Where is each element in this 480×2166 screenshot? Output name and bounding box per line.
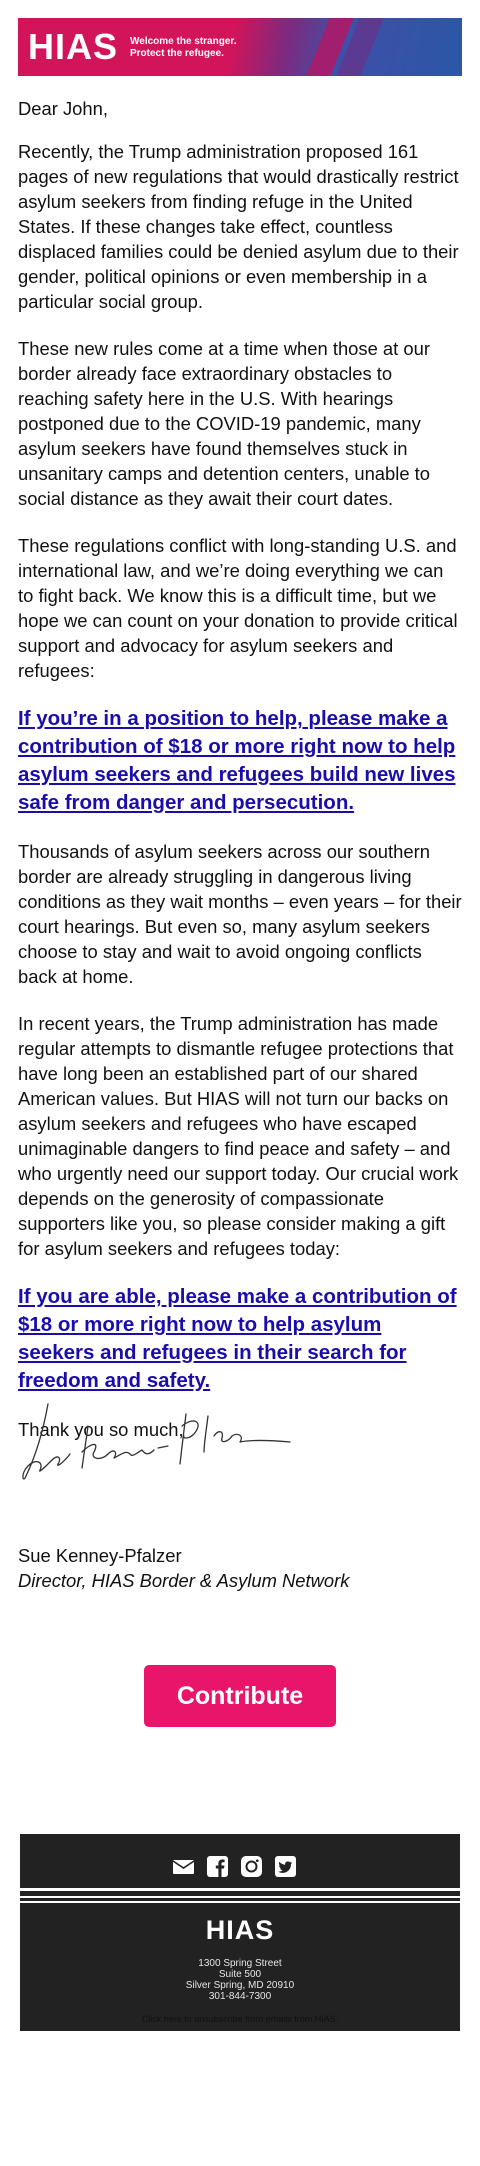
paragraph-5: In recent years, the Trump administration has made regular attempts to dismantle refugee protections that have long been an established part of our shared American values. But HIAS will not turn our backs on asylum seekers and refugees who have escaped unimaginable dangers to find peace and safety – and who urgently need our support today. Our crucial work depends on the generosity of compassionate supporters like you, so please consider making a gift for asylum seekers and refugees today: [18, 1013, 459, 1259]
greeting: Dear John, [18, 98, 108, 119]
address-line: 1300 Spring Street [198, 1958, 282, 1969]
paragraph-1: Recently, the Trump administration proposed 161 pages of new regulations that would drastically restrict asylum seekers from finding refuge in the United States. If these changes take effect, countless displaced families could be denied asylum due to their gender, political opinions or even membership in a particular social group. [18, 141, 459, 312]
address-line: Silver Spring, MD 20910 [185, 1980, 295, 1991]
unsubscribe-link[interactable]: Click here to unsubscribe from emails from HIAS. [141, 2014, 339, 2024]
footer-hias-logo: HIAS [205, 1915, 275, 1945]
footer-divider [20, 1898, 460, 1901]
footer-address [20, 1958, 460, 2002]
paragraph-4: Thousands of asylum seekers across our southern border are already struggling in dangerous living conditions as they wait months – even years – for their court hearings. But even so, many asylum seekers choose to stay and wait to avoid ongoing conflicts back at home. [18, 841, 462, 987]
footer-divider [20, 1891, 460, 1896]
contribute-button[interactable]: Contribute [144, 1665, 336, 1727]
handwritten-signature [18, 1396, 298, 1492]
signer-name: Sue Kenney-Pfalzer [18, 1545, 182, 1566]
social-links [172, 1855, 297, 1879]
donate-link-2[interactable]: If you are able, please make a contribution of $18 or more right now to help asylum seekers and refugees in their search for freedom and safety. [18, 1285, 457, 1392]
paragraph-2: These new rules come at a time when those at our border already face extraordinary obstacles to reaching safety here in the U.S. With hearings postponed due to the COVID-19 pandemic, many asylum seekers have found themselves stuck in unsanitary camps and detention centers, unable to social distance as they await their court dates. [18, 338, 431, 509]
instagram-icon[interactable] [240, 1855, 263, 1878]
facebook-icon[interactable] [206, 1855, 229, 1878]
signer-title: Director, HIAS Border & Asylum Network [18, 1570, 350, 1591]
phone-number: 301-844-7300 [208, 1991, 272, 2002]
closing: Thank you so much, [18, 1419, 184, 1440]
email-icon[interactable] [172, 1855, 195, 1878]
tagline-line-2: Protect the refugee. [130, 48, 224, 59]
paragraph-3: These regulations conflict with long-standing U.S. and international law, and we’re doing everything we can to fight back. We know this is a difficult time, but we hope we can count on your donation to provide critical support and advocacy for asylum seekers and refugees: [18, 535, 458, 681]
banner-tagline [130, 36, 237, 60]
hias-logo: HIAS [28, 26, 119, 67]
tagline-line-1: Welcome the stranger. [130, 36, 237, 47]
twitter-icon[interactable] [274, 1855, 297, 1878]
header-banner [18, 18, 462, 76]
footer [20, 1903, 460, 2031]
donate-link-1[interactable]: If you’re in a position to help, please make a contribution of $18 or more right now to help asylum seekers and refugees build new lives safe from danger and persecution. [18, 707, 456, 814]
letter-body [18, 96, 462, 1464]
address-line: Suite 500 [218, 1969, 262, 1980]
